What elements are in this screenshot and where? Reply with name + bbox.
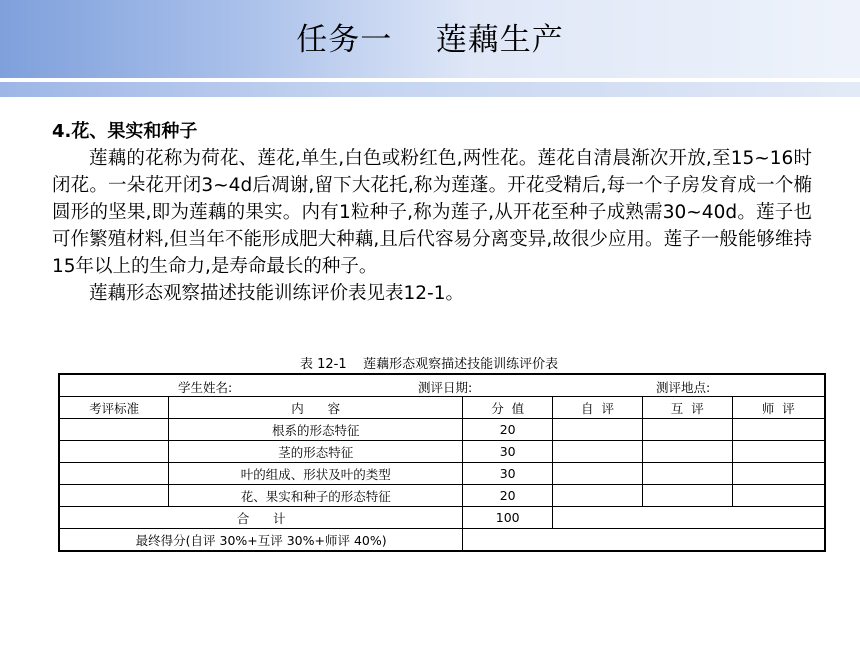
paragraph: 莲藕形态观察描述技能训练评价表见表12-1。 bbox=[89, 283, 464, 304]
evaluation-table bbox=[58, 373, 826, 552]
score-cell: 30 bbox=[463, 463, 553, 485]
paragraph: 莲藕的花称为荷花、莲花,单生,白色或粉红色,两性花。莲花自清晨渐次开放,至15~16时闭花。一朵花开闭3~4d后凋谢,留下大花托,称为莲蓬。开花受精后,每一个子房发育成一个椭圆形的坚果,即为莲藕的果实。内有1粒种子,称为莲子,从开花至种子成熟需30~40d。莲子也可作繁殖材料,但当年不能形成肥大种藕,且后代容易分离变异,故很少应用。莲子一般能够维持15年以上的生命力,是寿命最长的种子。 bbox=[52, 148, 812, 277]
table-caption: 表 12-1 莲藕形态观察描述技能训练评价表 bbox=[300, 357, 559, 372]
place-label: 测评地点: bbox=[656, 380, 711, 395]
section-heading: 4.花、果实和种子 bbox=[52, 121, 198, 142]
column-header: 内 容 bbox=[169, 397, 463, 419]
total-label: 合 计 bbox=[59, 507, 463, 529]
column-header: 互 评 bbox=[642, 397, 732, 419]
content-cell: 根系的形态特征 bbox=[169, 419, 463, 441]
paragraphs bbox=[52, 145, 812, 307]
column-header: 分 值 bbox=[463, 397, 553, 419]
table-row bbox=[59, 463, 825, 485]
table-row bbox=[59, 419, 825, 441]
total-score: 100 bbox=[463, 507, 553, 529]
score-cell: 20 bbox=[463, 485, 553, 507]
content-cell: 茎的形态特征 bbox=[169, 441, 463, 463]
content-cell: 叶的组成、形状及叶的类型 bbox=[169, 463, 463, 485]
column-header: 考评标准 bbox=[59, 397, 169, 419]
info-row bbox=[59, 374, 825, 397]
score-cell: 30 bbox=[463, 441, 553, 463]
body-text bbox=[52, 118, 812, 307]
divider-band bbox=[0, 82, 860, 97]
header-row bbox=[59, 397, 825, 419]
score-cell: 20 bbox=[463, 419, 553, 441]
student-name-label: 学生姓名: bbox=[178, 380, 233, 395]
column-header: 师 评 bbox=[732, 397, 825, 419]
date-label: 测评日期: bbox=[418, 380, 473, 395]
final-row bbox=[59, 529, 825, 552]
slide-title: 任务一 莲藕生产 bbox=[296, 22, 564, 58]
column-header: 自 评 bbox=[553, 397, 643, 419]
total-row bbox=[59, 507, 825, 529]
table-row bbox=[59, 441, 825, 463]
content-cell: 花、果实和种子的形态特征 bbox=[169, 485, 463, 507]
table-row bbox=[59, 485, 825, 507]
final-score-label: 最终得分(自评 30%+互评 30%+师评 40%) bbox=[59, 529, 463, 552]
title-banner bbox=[0, 0, 860, 78]
